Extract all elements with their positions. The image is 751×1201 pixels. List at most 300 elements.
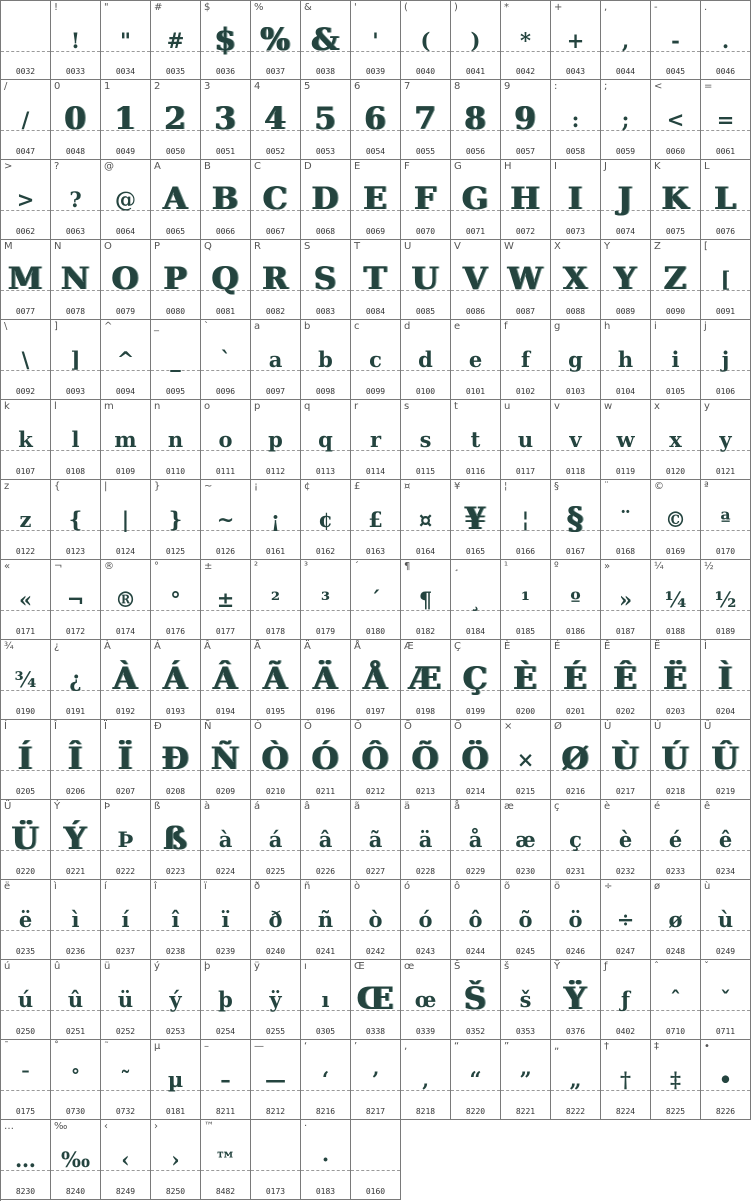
- glyph-cell[interactable]: [101, 80, 151, 160]
- glyph-cell[interactable]: [201, 400, 251, 480]
- glyph-cell[interactable]: [201, 480, 251, 560]
- glyph-cell[interactable]: [701, 80, 751, 160]
- glyph-cell[interactable]: [601, 800, 651, 880]
- glyph-cell[interactable]: [251, 1040, 301, 1120]
- glyph-cell[interactable]: [301, 720, 351, 800]
- glyph-cell[interactable]: [51, 160, 101, 240]
- glyph-reference-char: 7: [404, 81, 411, 92]
- glyph-code: 0231: [565, 867, 586, 876]
- glyph-cell[interactable]: [601, 160, 651, 240]
- glyph-cell[interactable]: [501, 880, 551, 960]
- glyph-cell[interactable]: [51, 400, 101, 480]
- glyph-preview: ¢: [318, 507, 333, 532]
- glyph-cell[interactable]: [501, 1040, 551, 1120]
- glyph-preview: +: [566, 28, 585, 53]
- glyph-preview: É: [563, 661, 588, 697]
- glyph-cell[interactable]: [651, 320, 701, 400]
- glyph-code: 8482: [215, 1187, 236, 1196]
- glyph-cell[interactable]: [501, 320, 551, 400]
- glyph-cell[interactable]: [251, 720, 301, 800]
- glyph-cell[interactable]: [701, 640, 751, 720]
- glyph-cell[interactable]: [451, 480, 501, 560]
- glyph-cell[interactable]: [101, 880, 151, 960]
- glyph-cell[interactable]: [51, 320, 101, 400]
- glyph-cell[interactable]: [1, 560, 51, 640]
- glyph-cell[interactable]: [151, 160, 201, 240]
- glyph-cell[interactable]: [701, 1040, 751, 1120]
- glyph-cell[interactable]: [251, 800, 301, 880]
- glyph-cell[interactable]: [551, 480, 601, 560]
- glyph-code: 0242: [365, 947, 386, 956]
- glyph-cell[interactable]: [501, 80, 551, 160]
- glyph-cell[interactable]: [351, 0, 401, 80]
- glyph-cell[interactable]: [201, 720, 251, 800]
- glyph-cell[interactable]: [351, 160, 401, 240]
- glyph-code: 0034: [115, 67, 136, 76]
- glyph-cell[interactable]: [51, 880, 101, 960]
- glyph-cell[interactable]: [151, 240, 201, 320]
- glyph-cell[interactable]: [51, 1040, 101, 1120]
- glyph-cell[interactable]: [1, 640, 51, 720]
- glyph-cell[interactable]: [401, 320, 451, 400]
- glyph-cell[interactable]: [251, 80, 301, 160]
- glyph-cell[interactable]: [51, 560, 101, 640]
- glyph-cell[interactable]: [101, 1040, 151, 1120]
- glyph-preview: Ÿ: [564, 981, 587, 1017]
- glyph-code: 0234: [715, 867, 736, 876]
- glyph-cell[interactable]: [1, 1040, 51, 1120]
- glyph-cell[interactable]: [401, 720, 451, 800]
- glyph-cell[interactable]: [51, 720, 101, 800]
- glyph-cell[interactable]: [151, 480, 201, 560]
- glyph-cell[interactable]: [651, 800, 701, 880]
- glyph-cell[interactable]: [601, 560, 651, 640]
- glyph-cell[interactable]: [301, 880, 351, 960]
- glyph-cell[interactable]: [451, 160, 501, 240]
- glyph-cell[interactable]: [51, 480, 101, 560]
- glyph-cell[interactable]: [451, 880, 501, 960]
- glyph-cell[interactable]: [601, 720, 651, 800]
- glyph-preview: ç: [569, 827, 582, 852]
- glyph-preview: ¶: [418, 587, 433, 612]
- glyph-preview: U: [411, 261, 440, 297]
- glyph-code: 0212: [365, 787, 386, 796]
- glyph-cell[interactable]: [501, 480, 551, 560]
- glyph-preview: ¸: [470, 587, 481, 612]
- glyph-cell[interactable]: [401, 0, 451, 80]
- glyph-reference-char: ½: [704, 561, 714, 572]
- glyph-preview: ú: [17, 987, 34, 1012]
- glyph-cell[interactable]: [401, 480, 451, 560]
- glyph-cell[interactable]: [251, 560, 301, 640]
- glyph-reference-char: å: [454, 801, 461, 812]
- glyph-cell[interactable]: [701, 320, 751, 400]
- glyph-reference-char: t: [454, 401, 458, 412]
- glyph-cell[interactable]: [201, 960, 251, 1040]
- glyph-cell[interactable]: [351, 1040, 401, 1120]
- glyph-cell[interactable]: [251, 0, 301, 80]
- glyph-code: 0246: [565, 947, 586, 956]
- glyph-cell[interactable]: [1, 80, 51, 160]
- glyph-code: 0191: [65, 707, 86, 716]
- glyph-reference-char: ã: [354, 801, 361, 812]
- glyph-cell[interactable]: [251, 960, 301, 1040]
- glyph-cell[interactable]: [101, 800, 151, 880]
- glyph-cell[interactable]: [651, 160, 701, 240]
- glyph-cell[interactable]: [1, 160, 51, 240]
- glyph-cell[interactable]: [401, 1040, 451, 1120]
- glyph-reference-char: æ: [504, 801, 514, 812]
- glyph-cell[interactable]: [201, 0, 251, 80]
- glyph-cell[interactable]: [301, 160, 351, 240]
- glyph-code: 0227: [365, 867, 386, 876]
- glyph-reference-char: ÷: [604, 881, 613, 892]
- glyph-reference-char: {: [54, 481, 61, 492]
- glyph-preview: P: [163, 261, 188, 297]
- glyph-cell[interactable]: [101, 720, 151, 800]
- glyph-cell[interactable]: [351, 480, 401, 560]
- glyph-cell[interactable]: [651, 720, 701, 800]
- glyph-cell[interactable]: [351, 880, 401, 960]
- glyph-cell[interactable]: [1, 480, 51, 560]
- glyph-cell[interactable]: [301, 80, 351, 160]
- glyph-code: 0220: [15, 867, 36, 876]
- glyph-cell[interactable]: [601, 640, 651, 720]
- glyph-cell[interactable]: [201, 160, 251, 240]
- glyph-cell[interactable]: [1, 800, 51, 880]
- glyph-cell[interactable]: [501, 0, 551, 80]
- glyph-cell[interactable]: [501, 800, 551, 880]
- glyph-cell[interactable]: [701, 880, 751, 960]
- glyph-code: 0033: [65, 67, 86, 76]
- glyph-cell[interactable]: [651, 0, 701, 80]
- glyph-cell[interactable]: [151, 640, 201, 720]
- glyph-preview: Ú: [661, 741, 690, 777]
- glyph-cell[interactable]: [701, 800, 751, 880]
- glyph-code: 0117: [515, 467, 536, 476]
- glyph-cell[interactable]: [101, 320, 151, 400]
- glyph-cell[interactable]: [151, 800, 201, 880]
- glyph-cell[interactable]: [251, 1120, 301, 1200]
- glyph-cell[interactable]: [601, 1040, 651, 1120]
- glyph-cell[interactable]: [1, 240, 51, 320]
- glyph-cell[interactable]: [201, 1040, 251, 1120]
- glyph-cell[interactable]: [301, 1040, 351, 1120]
- glyph-cell[interactable]: [651, 1040, 701, 1120]
- glyph-reference-char: :: [554, 81, 558, 92]
- glyph-code: 0116: [465, 467, 486, 476]
- glyph-preview: ’: [371, 1067, 380, 1092]
- glyph-cell[interactable]: [451, 240, 501, 320]
- glyph-code: 0104: [615, 387, 636, 396]
- glyph-cell[interactable]: [101, 160, 151, 240]
- glyph-preview: 2: [164, 101, 187, 137]
- glyph-cell[interactable]: [501, 720, 551, 800]
- glyph-cell[interactable]: [251, 240, 301, 320]
- glyph-preview: d: [418, 347, 433, 372]
- glyph-cell[interactable]: [701, 0, 751, 80]
- glyph-cell[interactable]: [351, 1120, 401, 1200]
- glyph-cell[interactable]: [451, 560, 501, 640]
- glyph-cell[interactable]: [251, 400, 301, 480]
- glyph-preview: x: [669, 427, 682, 452]
- glyph-cell[interactable]: [551, 320, 601, 400]
- glyph-cell[interactable]: [501, 560, 551, 640]
- glyph-preview: ‡: [670, 1067, 681, 1092]
- glyph-cell[interactable]: [601, 960, 651, 1040]
- glyph-cell[interactable]: [301, 240, 351, 320]
- glyph-cell[interactable]: [151, 960, 201, 1040]
- glyph-cell[interactable]: [101, 1120, 151, 1200]
- glyph-cell[interactable]: [701, 160, 751, 240]
- glyph-cell[interactable]: [501, 160, 551, 240]
- glyph-cell[interactable]: [351, 80, 401, 160]
- glyph-code: 0110: [165, 467, 186, 476]
- glyph-reference-char: Û: [704, 721, 712, 732]
- glyph-preview: š: [519, 987, 532, 1012]
- glyph-cell[interactable]: [351, 640, 401, 720]
- glyph-cell[interactable]: [551, 880, 601, 960]
- glyph-cell[interactable]: [451, 720, 501, 800]
- glyph-cell[interactable]: [351, 560, 401, 640]
- glyph-cell[interactable]: [201, 80, 251, 160]
- glyph-cell[interactable]: [351, 960, 401, 1040]
- glyph-cell[interactable]: [251, 640, 301, 720]
- glyph-cell[interactable]: [451, 800, 501, 880]
- glyph-code: 0170: [715, 547, 736, 556]
- glyph-preview: N: [61, 261, 90, 297]
- glyph-cell[interactable]: [51, 0, 101, 80]
- glyph-cell[interactable]: [651, 400, 701, 480]
- glyph-cell[interactable]: [1, 880, 51, 960]
- glyph-cell[interactable]: [301, 800, 351, 880]
- glyph-cell[interactable]: [701, 240, 751, 320]
- glyph-reference-char: ': [354, 2, 357, 13]
- glyph-cell[interactable]: [151, 560, 201, 640]
- glyph-cell[interactable]: [1, 720, 51, 800]
- glyph-cell[interactable]: [551, 960, 601, 1040]
- glyph-cell[interactable]: [451, 80, 501, 160]
- glyph-cell[interactable]: [201, 800, 251, 880]
- glyph-preview: Ä: [313, 661, 338, 697]
- glyph-cell[interactable]: [51, 1120, 101, 1200]
- glyph-cell[interactable]: [351, 240, 401, 320]
- glyph-cell[interactable]: [501, 240, 551, 320]
- glyph-cell[interactable]: [301, 640, 351, 720]
- glyph-reference-char: †: [604, 1041, 609, 1052]
- glyph-cell[interactable]: [101, 560, 151, 640]
- glyph-cell[interactable]: [551, 720, 601, 800]
- glyph-cell[interactable]: [451, 320, 501, 400]
- glyph-cell[interactable]: [51, 960, 101, 1040]
- glyph-cell[interactable]: [51, 240, 101, 320]
- glyph-preview: Â: [213, 661, 238, 697]
- glyph-cell[interactable]: [701, 400, 751, 480]
- glyph-cell[interactable]: [151, 80, 201, 160]
- glyph-cell[interactable]: [401, 160, 451, 240]
- glyph-cell[interactable]: [51, 800, 101, 880]
- glyph-cell[interactable]: [401, 80, 451, 160]
- glyph-cell[interactable]: [501, 640, 551, 720]
- glyph-cell[interactable]: [151, 1040, 201, 1120]
- glyph-cell[interactable]: [51, 640, 101, 720]
- glyph-code: 0111: [215, 467, 236, 476]
- glyph-cell[interactable]: [301, 400, 351, 480]
- glyph-cell[interactable]: [401, 880, 451, 960]
- glyph-cell[interactable]: [501, 400, 551, 480]
- glyph-cell[interactable]: [201, 1120, 251, 1200]
- glyph-code: 0093: [65, 387, 86, 396]
- glyph-cell[interactable]: [301, 1120, 351, 1200]
- glyph-reference-char: è: [604, 801, 611, 812]
- glyph-cell[interactable]: [551, 800, 601, 880]
- glyph-cell[interactable]: [201, 320, 251, 400]
- glyph-code: 0230: [515, 867, 536, 876]
- glyph-cell[interactable]: [451, 1040, 501, 1120]
- glyph-cell[interactable]: [1, 1120, 51, 1200]
- glyph-preview: |: [121, 507, 130, 532]
- glyph-cell[interactable]: [551, 640, 601, 720]
- glyph-code: 0071: [465, 227, 486, 236]
- glyph-reference-char: ;: [604, 81, 608, 92]
- glyph-cell[interactable]: [651, 960, 701, 1040]
- glyph-cell[interactable]: [501, 960, 551, 1040]
- glyph-cell[interactable]: [201, 880, 251, 960]
- glyph-cell[interactable]: [401, 640, 451, 720]
- glyph-cell[interactable]: [701, 960, 751, 1040]
- glyph-cell[interactable]: [351, 400, 401, 480]
- glyph-cell[interactable]: [1, 0, 51, 80]
- glyph-reference-char: d: [404, 321, 411, 332]
- glyph-code: 0229: [465, 867, 486, 876]
- glyph-cell[interactable]: [601, 320, 651, 400]
- glyph-cell[interactable]: [601, 240, 651, 320]
- glyph-cell[interactable]: [651, 480, 701, 560]
- glyph-cell[interactable]: [251, 160, 301, 240]
- glyph-cell[interactable]: [151, 0, 201, 80]
- glyph-cell[interactable]: [601, 80, 651, 160]
- glyph-cell[interactable]: [351, 800, 401, 880]
- glyph-code: 0036: [215, 67, 236, 76]
- glyph-cell[interactable]: [651, 560, 701, 640]
- glyph-cell[interactable]: [201, 240, 251, 320]
- glyph-code: 0180: [365, 627, 386, 636]
- glyph-cell[interactable]: [451, 640, 501, 720]
- glyph-cell[interactable]: [251, 320, 301, 400]
- glyph-preview: C: [263, 181, 288, 217]
- glyph-reference-char: È: [504, 641, 511, 652]
- glyph-cell[interactable]: [301, 480, 351, 560]
- glyph-code: 0043: [565, 67, 586, 76]
- glyph-cell[interactable]: [301, 0, 351, 80]
- glyph-cell[interactable]: [101, 640, 151, 720]
- glyph-cell[interactable]: [551, 1040, 601, 1120]
- glyph-preview: Œ: [357, 981, 394, 1017]
- glyph-cell[interactable]: [551, 160, 601, 240]
- glyph-reference-char: I: [554, 161, 557, 172]
- glyph-cell[interactable]: [401, 240, 451, 320]
- glyph-cell[interactable]: [651, 640, 701, 720]
- glyph-code: 8224: [615, 1107, 636, 1116]
- glyph-cell[interactable]: [101, 480, 151, 560]
- glyph-reference-char: ¬: [54, 561, 63, 572]
- glyph-code: 0204: [715, 707, 736, 716]
- glyph-cell[interactable]: [101, 400, 151, 480]
- glyph-cell[interactable]: [551, 240, 601, 320]
- glyph-cell[interactable]: [351, 720, 401, 800]
- glyph-reference-char: g: [554, 321, 561, 332]
- glyph-reference-char: ¿: [54, 641, 60, 652]
- glyph-cell[interactable]: [151, 1120, 201, 1200]
- glyph-cell[interactable]: [101, 960, 151, 1040]
- glyph-code: 0080: [165, 307, 186, 316]
- glyph-reference-char: ý: [154, 961, 160, 972]
- glyph-code: 0168: [615, 547, 636, 556]
- glyph-cell[interactable]: [151, 880, 201, 960]
- glyph-cell[interactable]: [1, 960, 51, 1040]
- glyph-cell[interactable]: [201, 640, 251, 720]
- glyph-preview: Y: [614, 261, 637, 297]
- glyph-code: 0198: [415, 707, 436, 716]
- glyph-cell[interactable]: [1, 400, 51, 480]
- glyph-cell[interactable]: [101, 240, 151, 320]
- glyph-cell[interactable]: [601, 400, 651, 480]
- glyph-cell[interactable]: [151, 320, 201, 400]
- glyph-cell[interactable]: [401, 560, 451, 640]
- glyph-cell[interactable]: [551, 400, 601, 480]
- glyph-cell[interactable]: [601, 480, 651, 560]
- glyph-cell[interactable]: [251, 880, 301, 960]
- glyph-cell[interactable]: [401, 400, 451, 480]
- glyph-cell[interactable]: [151, 400, 201, 480]
- glyph-cell[interactable]: [301, 960, 351, 1040]
- glyph-cell[interactable]: [451, 0, 501, 80]
- glyph-cell[interactable]: [401, 800, 451, 880]
- glyph-cell[interactable]: [51, 80, 101, 160]
- glyph-cell[interactable]: [551, 80, 601, 160]
- glyph-cell[interactable]: [651, 80, 701, 160]
- glyph-cell[interactable]: [551, 0, 601, 80]
- glyph-cell[interactable]: [651, 240, 701, 320]
- glyph-cell[interactable]: [701, 480, 751, 560]
- glyph-cell[interactable]: [1, 320, 51, 400]
- glyph-code: 0182: [415, 627, 436, 636]
- glyph-cell[interactable]: [251, 480, 301, 560]
- glyph-cell[interactable]: [601, 880, 651, 960]
- glyph-code: 0035: [165, 67, 186, 76]
- glyph-cell[interactable]: [201, 560, 251, 640]
- glyph-cell[interactable]: [451, 960, 501, 1040]
- glyph-preview: >: [16, 187, 35, 212]
- glyph-preview: è: [618, 827, 633, 852]
- glyph-cell[interactable]: [651, 880, 701, 960]
- glyph-cell[interactable]: [301, 320, 351, 400]
- glyph-code: 0193: [165, 707, 186, 716]
- glyph-cell[interactable]: [151, 720, 201, 800]
- glyph-cell[interactable]: [301, 560, 351, 640]
- glyph-cell[interactable]: [401, 960, 451, 1040]
- glyph-code: 0062: [15, 227, 36, 236]
- glyph-cell[interactable]: [351, 320, 401, 400]
- glyph-cell[interactable]: [101, 0, 151, 80]
- glyph-preview: ì: [71, 907, 80, 932]
- glyph-reference-char: E: [354, 161, 361, 172]
- glyph-cell[interactable]: [701, 560, 751, 640]
- glyph-cell[interactable]: [451, 400, 501, 480]
- glyph-cell[interactable]: [601, 0, 651, 80]
- glyph-cell[interactable]: [551, 560, 601, 640]
- glyph-cell[interactable]: [701, 720, 751, 800]
